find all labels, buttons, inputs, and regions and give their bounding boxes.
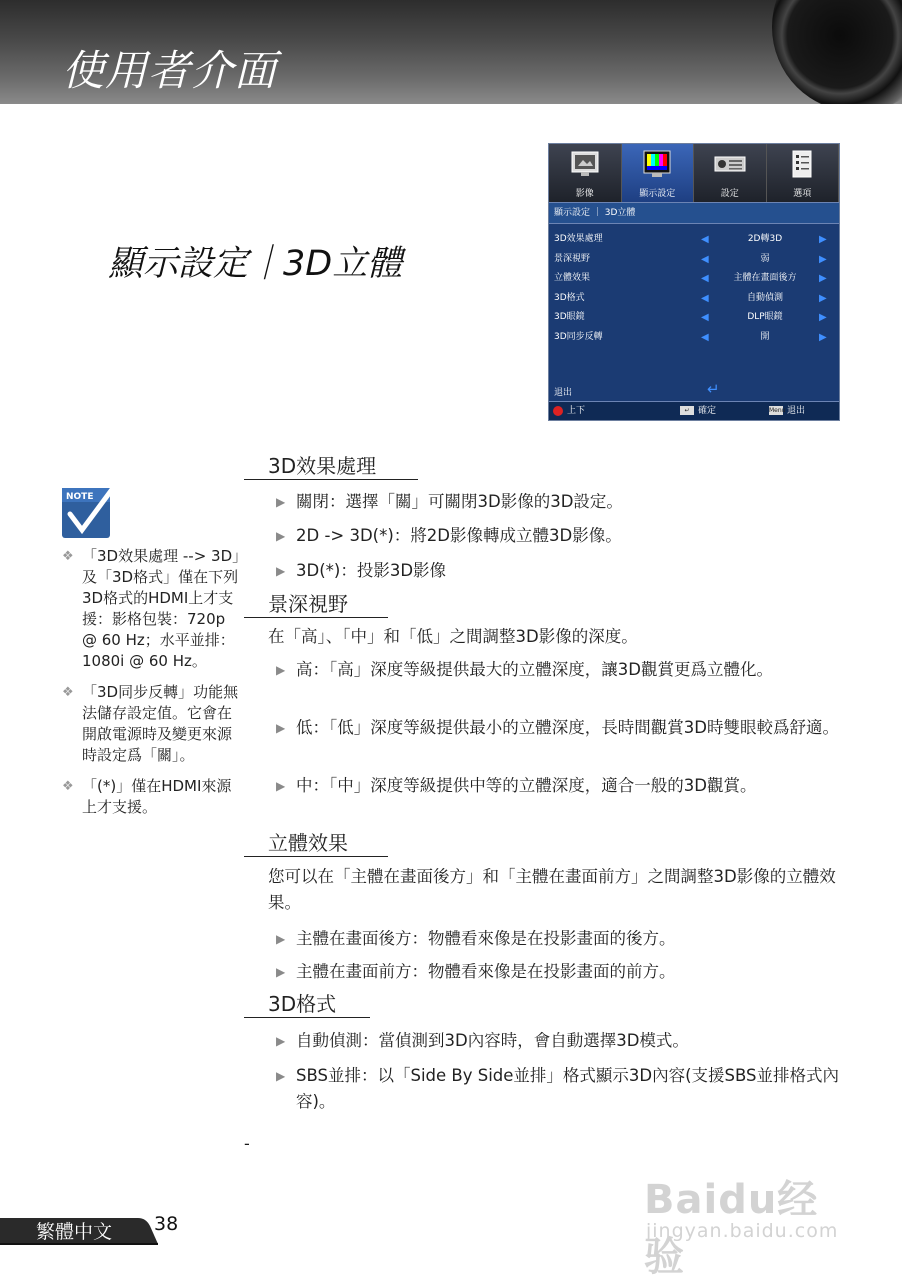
enter-icon[interactable]: ↵ — [707, 380, 720, 398]
paragraph: 在「高」、「中」和「低」之間調整3D影像的深度。 — [268, 627, 638, 646]
osd-row-value: 弱 — [760, 253, 770, 264]
lens-graphic — [772, 0, 902, 104]
updown-icon — [553, 406, 563, 416]
bullet-item — [276, 959, 856, 985]
triangle-bullet-icon: ▶ — [276, 1034, 286, 1048]
osd-tab-label: 影像 — [575, 189, 594, 199]
note-item — [60, 546, 240, 672]
bullet-item — [276, 523, 856, 549]
osd-rows — [549, 224, 839, 348]
note-text: 「(*)」僅在HDMI來源上才支援。 — [82, 777, 232, 816]
diamond-bullet-icon: ❖ — [62, 779, 74, 794]
osd-tab-image[interactable] — [549, 144, 622, 202]
triangle-bullet-icon: ▶ — [276, 564, 286, 578]
osd-row-name: 3D效果處理 — [554, 234, 603, 244]
osd-row-3d-effect[interactable] — [549, 269, 839, 289]
osd-tab-label: 設定 — [720, 189, 739, 199]
osd-breadcrumb: 顯示設定 ｜ 3D立體 — [549, 202, 839, 224]
enter-key-icon: ↵ — [680, 406, 694, 415]
bullet-text: 高：「高」深度等級提供最大的立體深度，讓3D觀賞更爲立體化。 — [296, 660, 773, 679]
bullet-item — [276, 489, 856, 515]
note-list — [60, 546, 240, 828]
osd-row-name: 立體效果 — [554, 273, 591, 284]
page-number: 38 — [154, 1213, 179, 1235]
arrow-left-icon[interactable]: ◀ — [701, 292, 709, 304]
note-item — [60, 682, 240, 766]
osd-row-name: 景深視野 — [554, 253, 591, 264]
osd-row-name: 3D同步反轉 — [554, 331, 603, 342]
diamond-bullet-icon: ❖ — [62, 549, 74, 564]
triangle-bullet-icon: ▶ — [276, 663, 286, 677]
osd-tab-setup[interactable] — [694, 144, 767, 202]
triangle-bullet-icon: ▶ — [276, 495, 286, 509]
osd-row-value: DLP眼鏡 — [747, 312, 783, 323]
watermark-url: jingyan.baidu.com — [646, 1220, 839, 1242]
osd-row-name: 3D格式 — [554, 292, 585, 303]
menu-key-icon: Menu — [769, 407, 786, 414]
bullet-item — [276, 1063, 856, 1115]
osd-menu — [548, 143, 840, 421]
osd-row-3d-mode[interactable] — [549, 230, 839, 250]
arrow-left-icon[interactable]: ◀ — [701, 253, 709, 265]
osd-footer-exit: 退出 — [787, 406, 806, 416]
heading-3d-mode: 3D效果處理 — [244, 453, 418, 480]
triangle-bullet-icon: ▶ — [276, 1069, 286, 1083]
osd-footer-nav: 上下 — [567, 406, 586, 416]
bullet-text: 低：「低」深度等級提供最小的立體深度，長時間觀賞3D時雙眼較爲舒適。 — [296, 718, 839, 737]
osd-row-depth[interactable] — [549, 250, 839, 270]
bullet-text: 關閉：選擇「關」可關閉3D影像的3D設定。 — [296, 492, 623, 511]
osd-tab-label: 選項 — [793, 189, 812, 199]
projector-icon — [713, 149, 747, 179]
arrow-left-icon[interactable]: ◀ — [701, 331, 709, 343]
chapter-title: 使用者介面 — [62, 46, 278, 95]
osd-row-value: 自動偵測 — [746, 292, 783, 303]
triangle-bullet-icon: ▶ — [276, 965, 286, 979]
osd-tab-display[interactable] — [622, 144, 695, 202]
bullet-text: 主體在畫面後方：物體看來像是在投影畫面的後方。 — [296, 929, 676, 948]
arrow-left-icon[interactable]: ◀ — [701, 273, 709, 285]
baidu-watermark — [644, 1150, 854, 1280]
bullet-text: SBS並排：以「Side By Side並排」格式顯示3D內容(支援SBS並排格式內容)。 — [296, 1066, 840, 1111]
osd-exit-item[interactable]: 退出 — [554, 388, 573, 398]
bullet-text: 自動偵測：當偵測到3D內容時，會自動選擇3D模式。 — [296, 1031, 689, 1050]
note-item — [60, 776, 240, 818]
bullet-item — [276, 657, 856, 683]
header-banner — [0, 0, 902, 104]
section-title: 顯示設定｜3D立體 — [108, 244, 403, 284]
bullet-text: 3D(*)：投影3D影像 — [296, 561, 447, 580]
triangle-bullet-icon: ▶ — [276, 779, 286, 793]
bullet-item — [276, 558, 856, 584]
triangle-bullet-icon: ▶ — [276, 529, 286, 543]
options-icon — [785, 149, 819, 179]
arrow-left-icon[interactable]: ◀ — [701, 312, 709, 324]
osd-tab-label: 顯示設定 — [639, 189, 676, 199]
osd-footer — [549, 401, 839, 420]
image-icon — [568, 149, 602, 179]
triangle-bullet-icon: ▶ — [276, 932, 286, 946]
heading-3d-effect: 立體效果 — [244, 830, 388, 857]
bullet-text: 2D -> 3D(*)：將2D影像轉成立體3D影像。 — [296, 526, 622, 545]
arrow-right-icon[interactable]: ▶ — [819, 253, 827, 265]
osd-footer-enter: 確定 — [698, 406, 717, 416]
trailing-dash: - — [244, 1134, 250, 1153]
arrow-right-icon[interactable]: ▶ — [819, 312, 827, 324]
osd-row-3d-glasses[interactable] — [549, 308, 839, 328]
diamond-bullet-icon: ❖ — [62, 685, 74, 700]
osd-row-value: 2D轉3D — [747, 234, 783, 244]
bullet-item — [276, 715, 856, 741]
arrow-right-icon[interactable]: ▶ — [819, 331, 827, 343]
arrow-right-icon[interactable]: ▶ — [819, 273, 827, 285]
arrow-right-icon[interactable]: ▶ — [819, 292, 827, 304]
osd-tab-bar — [549, 144, 839, 202]
note-text: 「3D效果處理 --> 3D」及「3D格式」僅在下列3D格式的HDMI上才支援：影格包裝：720p @ 60 Hz；水平並排：1080i @ 60 Hz。 — [82, 547, 240, 670]
watermark-brand: Baidu经验 — [644, 1177, 819, 1280]
footer-language: 繁體中文 — [36, 1221, 113, 1243]
svg-text:NOTE: NOTE — [66, 492, 94, 502]
triangle-bullet-icon: ▶ — [276, 721, 286, 735]
note-checkmark-icon — [60, 482, 120, 542]
arrow-left-icon[interactable]: ◀ — [701, 234, 709, 245]
bullet-item — [276, 1028, 856, 1054]
note-text: 「3D同步反轉」功能無法儲存設定值。它會在開啟電源時及變更來源時設定爲「關」。 — [82, 683, 239, 764]
display-icon — [640, 149, 674, 179]
heading-3d-format: 3D格式 — [244, 991, 370, 1018]
osd-tab-options[interactable] — [767, 144, 840, 202]
osd-row-value: 主體在畫面後方 — [733, 273, 797, 284]
paragraph: 您可以在「主體在畫面後方」和「主體在畫面前方」之間調整3D影像的立體效果。 — [268, 867, 836, 912]
heading-depth: 景深視野 — [244, 591, 388, 618]
osd-row-3d-format[interactable] — [549, 289, 839, 309]
osd-row-value: 開 — [760, 331, 770, 342]
osd-row-name: 3D眼鏡 — [554, 312, 585, 323]
bullet-text: 中：「中」深度等級提供中等的立體深度，適合一般的3D觀賞。 — [296, 776, 757, 795]
bullet-text: 主體在畫面前方：物體看來像是在投影畫面的前方。 — [296, 962, 676, 981]
bullet-item — [276, 773, 856, 799]
arrow-right-icon[interactable]: ▶ — [819, 234, 827, 245]
osd-row-3d-sync-invert[interactable] — [549, 328, 839, 348]
bullet-item — [276, 926, 856, 952]
